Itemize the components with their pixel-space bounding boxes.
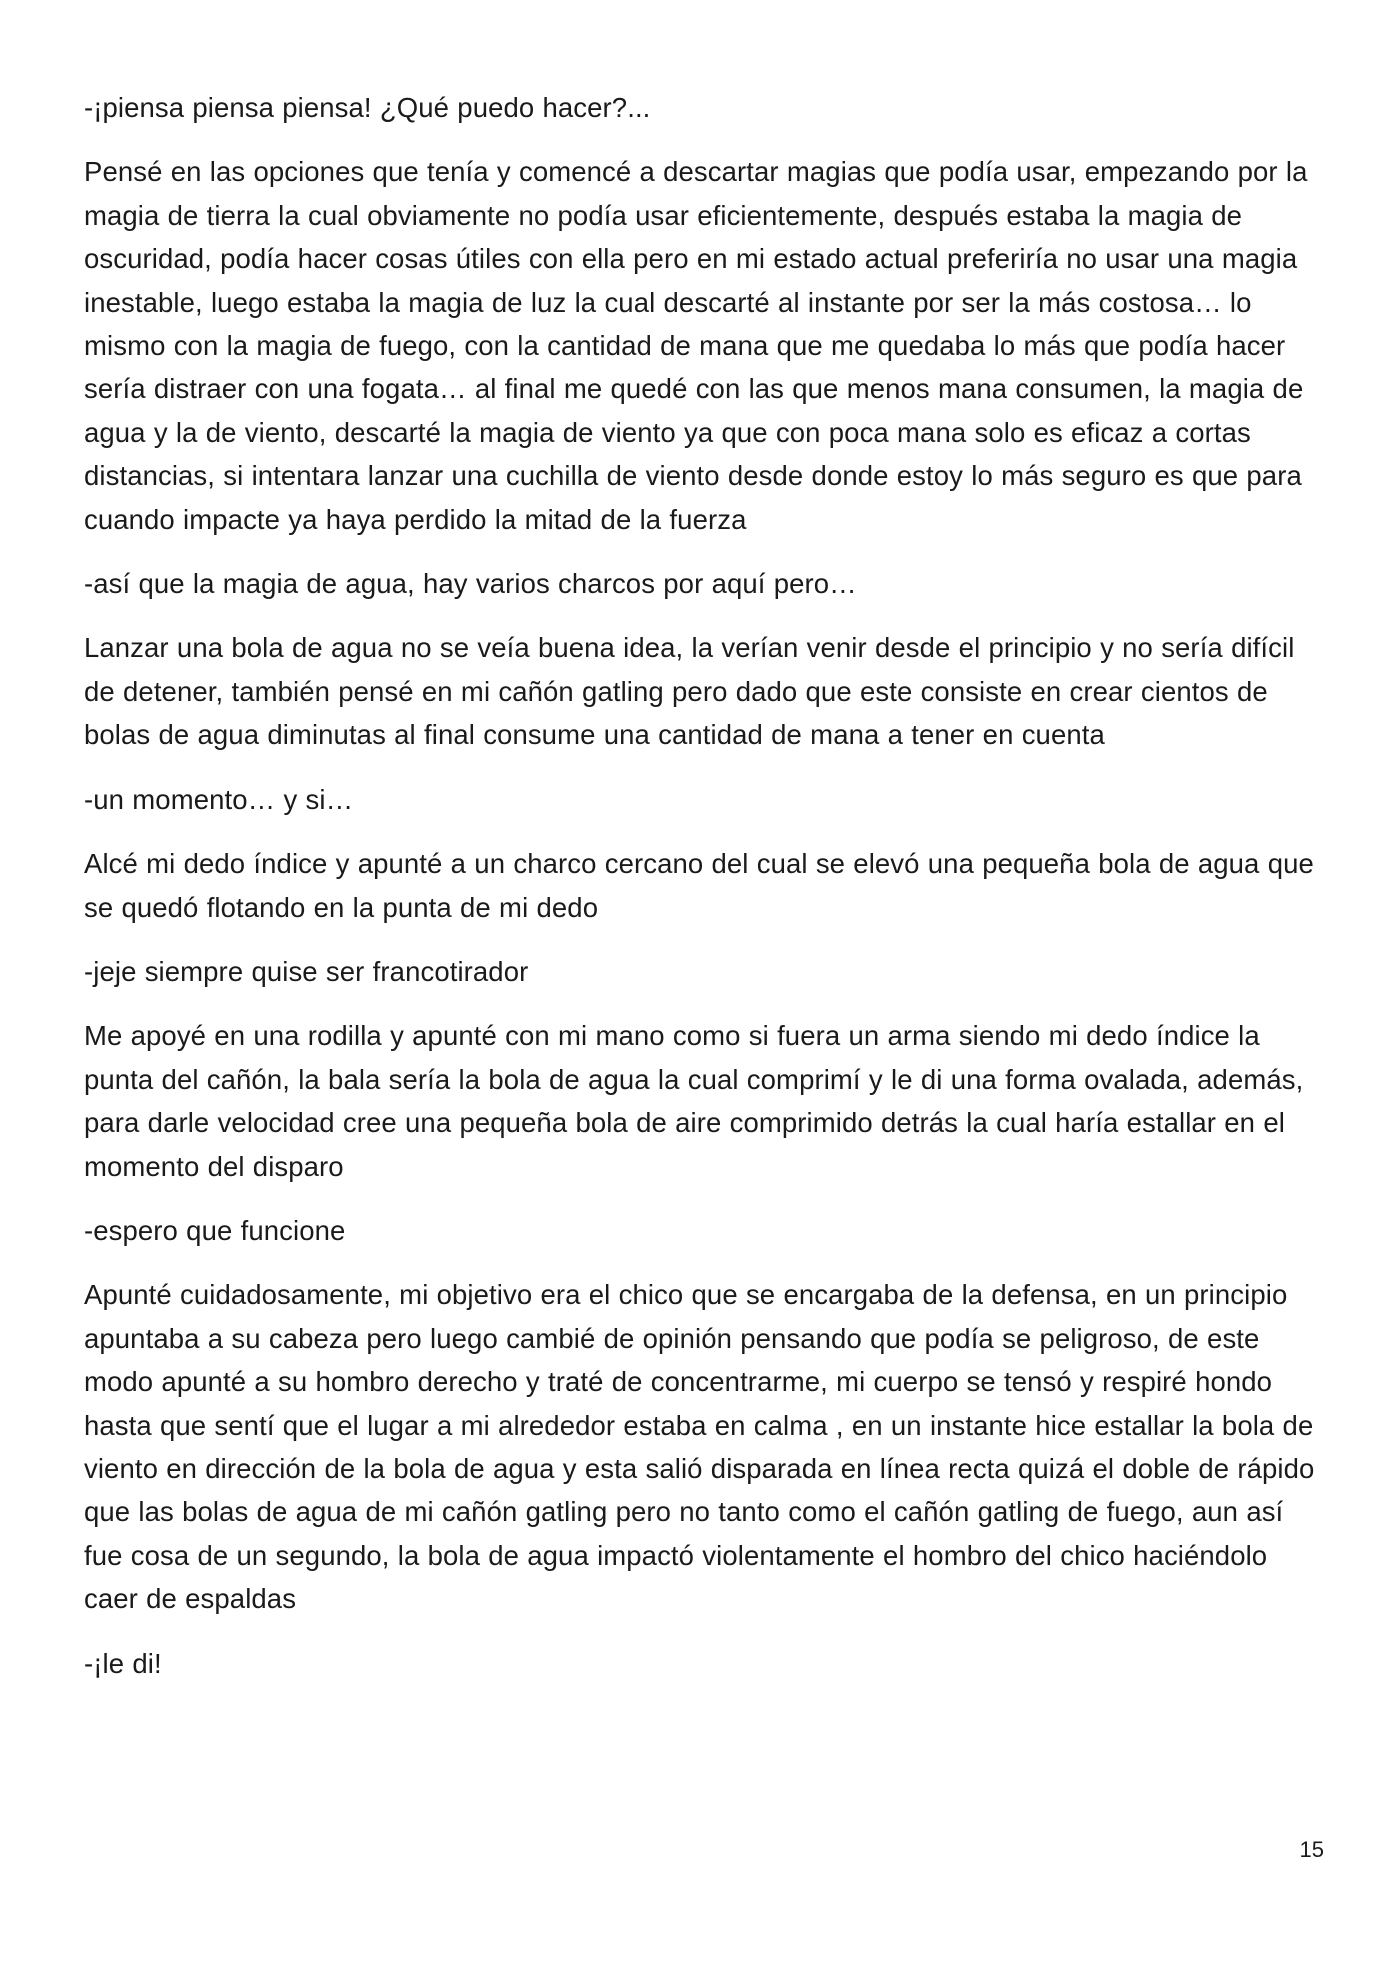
narration-paragraph: Lanzar una bola de agua no se veía buena idea, la verían venir desde el principio y no sería difícil de detener, también pensé en mi cañón gatling pero dado que este consiste en crear cientos de bolas de agua diminutas al final consume una cantidad de mana a tener en cuenta	[84, 632, 1295, 751]
page-number: 15	[1299, 1837, 1324, 1862]
narration-paragraph: Me apoyé en una rodilla y apunté con mi mano como si fuera un arma siendo mi dedo índice la punta del cañón, la bala sería la bola de agua la cual comprimí y le di una forma ovalada, además, para darle velocidad cree una pequeña bola de aire comprimido detrás la cual haría estallar en el momento del disparo	[84, 1020, 1304, 1182]
dialogue-line: -jeje siempre quise ser francotirador	[84, 955, 529, 987]
narration-paragraph: Alcé mi dedo índice y apunté a un charco cercano del cual se elevó una pequeña bola de agua que se quedó flotando en la punta de mi dedo	[84, 848, 1314, 923]
dialogue-line: -así que la magia de agua, hay varios charcos por aquí pero…	[84, 568, 857, 600]
narration-paragraph: Pensé en las opciones que tenía y comencé a descartar magias que podía usar, empezando por la magia de tierra la cual obviamente no podía usar eficientemente, después estaba la magia de oscuridad, podía hacer cosas útiles con ella pero en mi estado actual preferiría no usar una magia inestable, luego estaba la magia de luz la cual descarté al instante por ser la más costosa… lo mismo con la magia de fuego, con la cantidad de mana que me quedaba lo más que podía hacer sería distraer con una fogata… al final me quedé con las que menos mana consumen, la magia de agua y la de viento, descarté la magia de viento ya que con poca mana solo es eficaz a cortas distancias, si intentara lanzar una cuchilla de viento desde donde estoy lo más seguro es que para cuando impacte ya haya perdido la mitad de la fuerza	[84, 156, 1308, 535]
dialogue-line: -¡piensa piensa piensa! ¿Qué puedo hacer?...	[84, 92, 651, 123]
dialogue-line: -¡le di!	[84, 1647, 162, 1679]
dialogue-line: -un momento… y si…	[84, 783, 354, 815]
page-body	[84, 86, 1316, 1706]
narration-paragraph: Apunté cuidadosamente, mi objetivo era el chico que se encargaba de la defensa, en un principio apuntaba a su cabeza pero luego cambié de opinión pensando que podía se peligroso, de este modo apunté a su hombro derecho y traté de concentrarme, mi cuerpo se tensó y respiré hondo hasta que sentí que el lugar a mi alrededor estaba en calma , en un instante hice estallar la bola de viento en dirección de la bola de agua y esta salió disparada en línea recta quizá el doble de rápido que las bolas de agua de mi cañón gatling pero no tanto como el cañón gatling de fuego, aun así fue cosa de un segundo, la bola de agua impactó violentamente el hombro del chico haciéndolo caer de espaldas	[84, 1279, 1315, 1615]
dialogue-line: -espero que funcione	[84, 1214, 346, 1246]
